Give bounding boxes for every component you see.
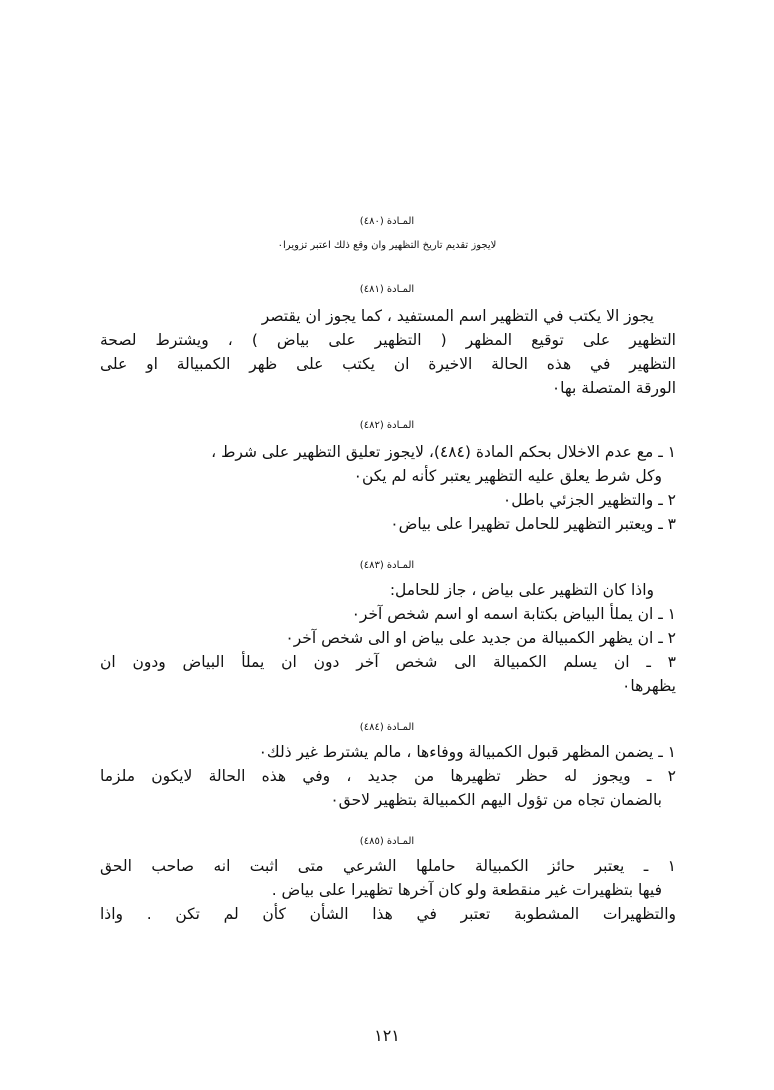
article-485-line-3: والتظهيرات المشطوبة تعتبر في هذا الشأن كأن لم تكن . واذا <box>100 905 676 923</box>
article-481-line-1: يجوز الا يكتب في التظهير اسم المستفيد ، كما يجوز ان يقتصر <box>261 307 654 325</box>
article-485-line-1: ١ ـ يعتبر حائز الكمبيالة حاملها الشرعي متى اثبت انه صاحب الحق <box>100 857 676 875</box>
article-484-line-1: ١ ـ يضمن المظهر قبول الكمبيالة ووفاءها ، مالم يشترط غير ذلك٠ <box>258 743 676 761</box>
article-482-heading: المـادة (٤٨٢) <box>359 420 415 431</box>
article-485-line-2: فيها بتظهيرات غير منقطعة ولو كان آخرها تظهيرا على بياض . <box>271 881 662 899</box>
article-480-heading: المـادة (٤٨٠) <box>359 216 415 227</box>
article-482-line-3: ٢ ـ والتظهير الجزئي باطل٠ <box>502 491 676 509</box>
article-482-line-2: وكل شرط يعلق عليه التظهير يعتبر كأنه لم يكن٠ <box>353 467 662 485</box>
page-number: ١٢١ <box>374 1026 400 1045</box>
article-484-heading: المـادة (٤٨٤) <box>359 722 415 733</box>
article-483-line-5: يظهرها٠ <box>622 677 676 695</box>
article-483-line-2: ١ ـ ان يملأ البياض بكتابة اسمه او اسم شخص آخر٠ <box>351 605 676 623</box>
article-483-line-3: ٢ ـ ان يظهر الكمبيالة من جديد على بياض او الى شخص آخر٠ <box>285 629 676 647</box>
article-481-line-3: التظهير في هذه الحالة الاخيرة ان يكتب على ظهر الكمبيالة او على <box>100 355 676 373</box>
article-483-line-1: واذا كان التظهير على بياض ، جاز للحامل: <box>389 581 654 599</box>
article-482-line-4: ٣ ـ ويعتبر التظهير للحامل تظهيرا على بياض٠ <box>390 515 676 533</box>
article-482-line-1: ١ ـ مع عدم الاخلال بحكم المادة (٤٨٤)، لايجوز تعليق التظهير على شرط ، <box>211 443 676 461</box>
article-484-line-2: ٢ ـ ويجوز له حظر تظهيرها من جديد ، وفي هذه الحالة لايكون ملزما <box>100 767 676 785</box>
article-481-heading: المـادة (٤٨١) <box>359 284 415 295</box>
article-483-heading: المـادة (٤٨٣) <box>359 560 415 571</box>
article-480-line-1: لايجوز تقديم تاريخ التظهير وان وقع ذلك اعتبر تزويرا٠ <box>277 240 497 251</box>
article-481-line-2: التظهير على توقيع المظهر ( التظهير على بياض ) ، ويشترط لصحة <box>100 331 676 349</box>
article-485-heading: المـادة (٤٨٥) <box>359 836 415 847</box>
article-483-line-4: ٣ ـ ان يسلم الكمبيالة الى شخص آخر دون ان يملأ البياض ودون ان <box>100 653 676 671</box>
article-481-line-4: الورقة المتصلة بها٠ <box>551 379 676 397</box>
article-484-line-3: بالضمان تجاه من تؤول اليهم الكمبيالة بتظهير لاحق٠ <box>330 791 662 809</box>
